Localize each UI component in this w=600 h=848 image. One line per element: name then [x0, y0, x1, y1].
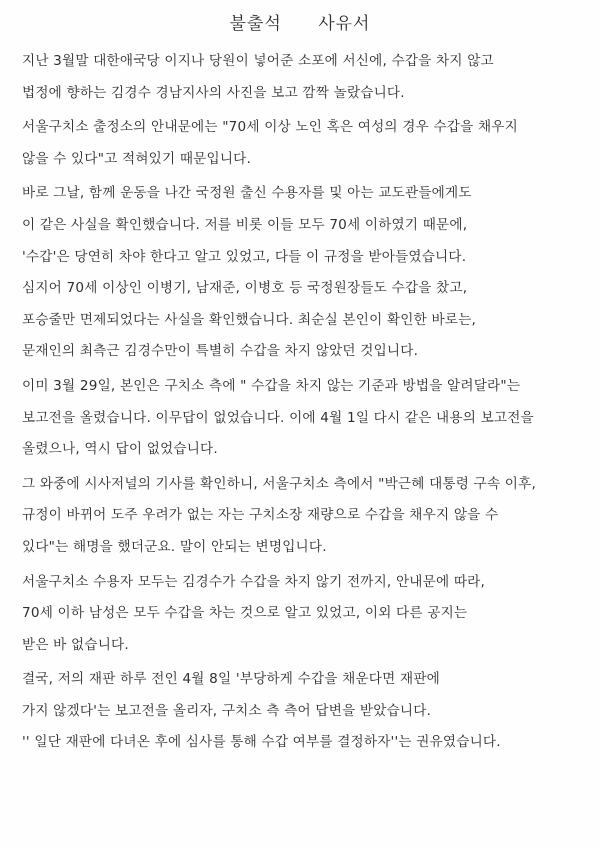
document-title: 불출석 사유서: [229, 14, 371, 34]
body-line-15: 규정이 바뀌어 도주 우려가 없는 자는 구치소장 재량으로 수갑을 채우지 않을 수: [22, 507, 499, 524]
body-line-10: 문재인의 최측근 김경수만이 특별히 수갑을 차지 않았던 것입니다.: [22, 343, 419, 360]
body-line-6: 이 같은 사실을 확인했습니다. 저를 비롯 이들 모두 70세 이하였기 때문에,: [22, 216, 468, 233]
body-line-20: 결국, 저의 재판 하루 전인 4월 8일 '부당하게 수갑을 채운다면 재판에: [22, 671, 440, 688]
body-line-2: 법정에 향하는 김경수 경남지사의 사진을 보고 깜짝 놀랐습니다.: [22, 84, 405, 101]
body-line-18: 70세 이하 남성은 모두 수갑을 차는 것으로 알고 있었고, 이외 다른 공지는: [22, 605, 468, 622]
body-line-16: 있다"는 해명을 했더군요. 말이 안되는 변명입니다.: [22, 538, 327, 555]
body-line-3: 서울구치소 출정소의 안내문에는 "70세 이상 노인 혹은 여성의 경우 수갑을 채우지: [22, 119, 518, 136]
body-line-19: 받은 바 없습니다.: [22, 636, 129, 653]
body-line-22: '' 일단 재판에 다녀온 후에 심사를 통해 수갑 여부를 결정하자''는 권유였습니다.: [22, 734, 501, 751]
body-line-1: 지난 3월말 대한애국당 이지나 당원이 넣어준 소포에 서신에, 수갑을 차지 않고: [22, 53, 494, 69]
body-line-17: 서울구치소 수용자 모두는 김경수가 수갑을 차지 않기 전까지, 안내문에 따라,: [22, 573, 486, 590]
body-line-8: 심지어 70세 이상인 이병기, 남재준, 이병호 등 국정원장들도 수갑을 찼고,: [22, 280, 468, 297]
body-line-11: 이미 3월 29일, 본인은 구치소 측에 " 수갑을 차지 않는 기준과 방법을 알려달라"는: [22, 377, 521, 394]
body-line-7: '수갑'은 당연히 차야 한다고 알고 있었고, 다들 이 규정을 받아들였습니다.: [22, 248, 467, 265]
body-line-21: 가지 않겠다'는 보고전을 올리자, 구치소 측 측어 답변을 받았습니다.: [22, 702, 432, 719]
body-line-5: 바로 그날, 함께 운동을 나간 국정원 출신 수용자를 및 아는 교도관들에게도: [22, 185, 472, 202]
body-line-14: 그 와중에 시사저널의 기사를 확인하니, 서울구치소 측에서 "박근혜 대통령 구속 이후,: [22, 475, 536, 492]
body-line-4: 않을 수 있다"고 적혀있기 때문입니다.: [22, 150, 252, 167]
letter-body: [22, 46, 588, 759]
body-line-12: 보고전을 올렸습니다. 이무답이 없었습니다. 이에 4월 1일 다시 같은 내용의 보고전을: [22, 409, 534, 426]
body-line-13: 올렸으나, 역시 답이 없었습니다.: [22, 441, 218, 458]
body-line-9: 포승줄만 면제되었다는 사실을 확인했습니다. 최순실 본인이 확인한 바로는,: [22, 311, 476, 328]
